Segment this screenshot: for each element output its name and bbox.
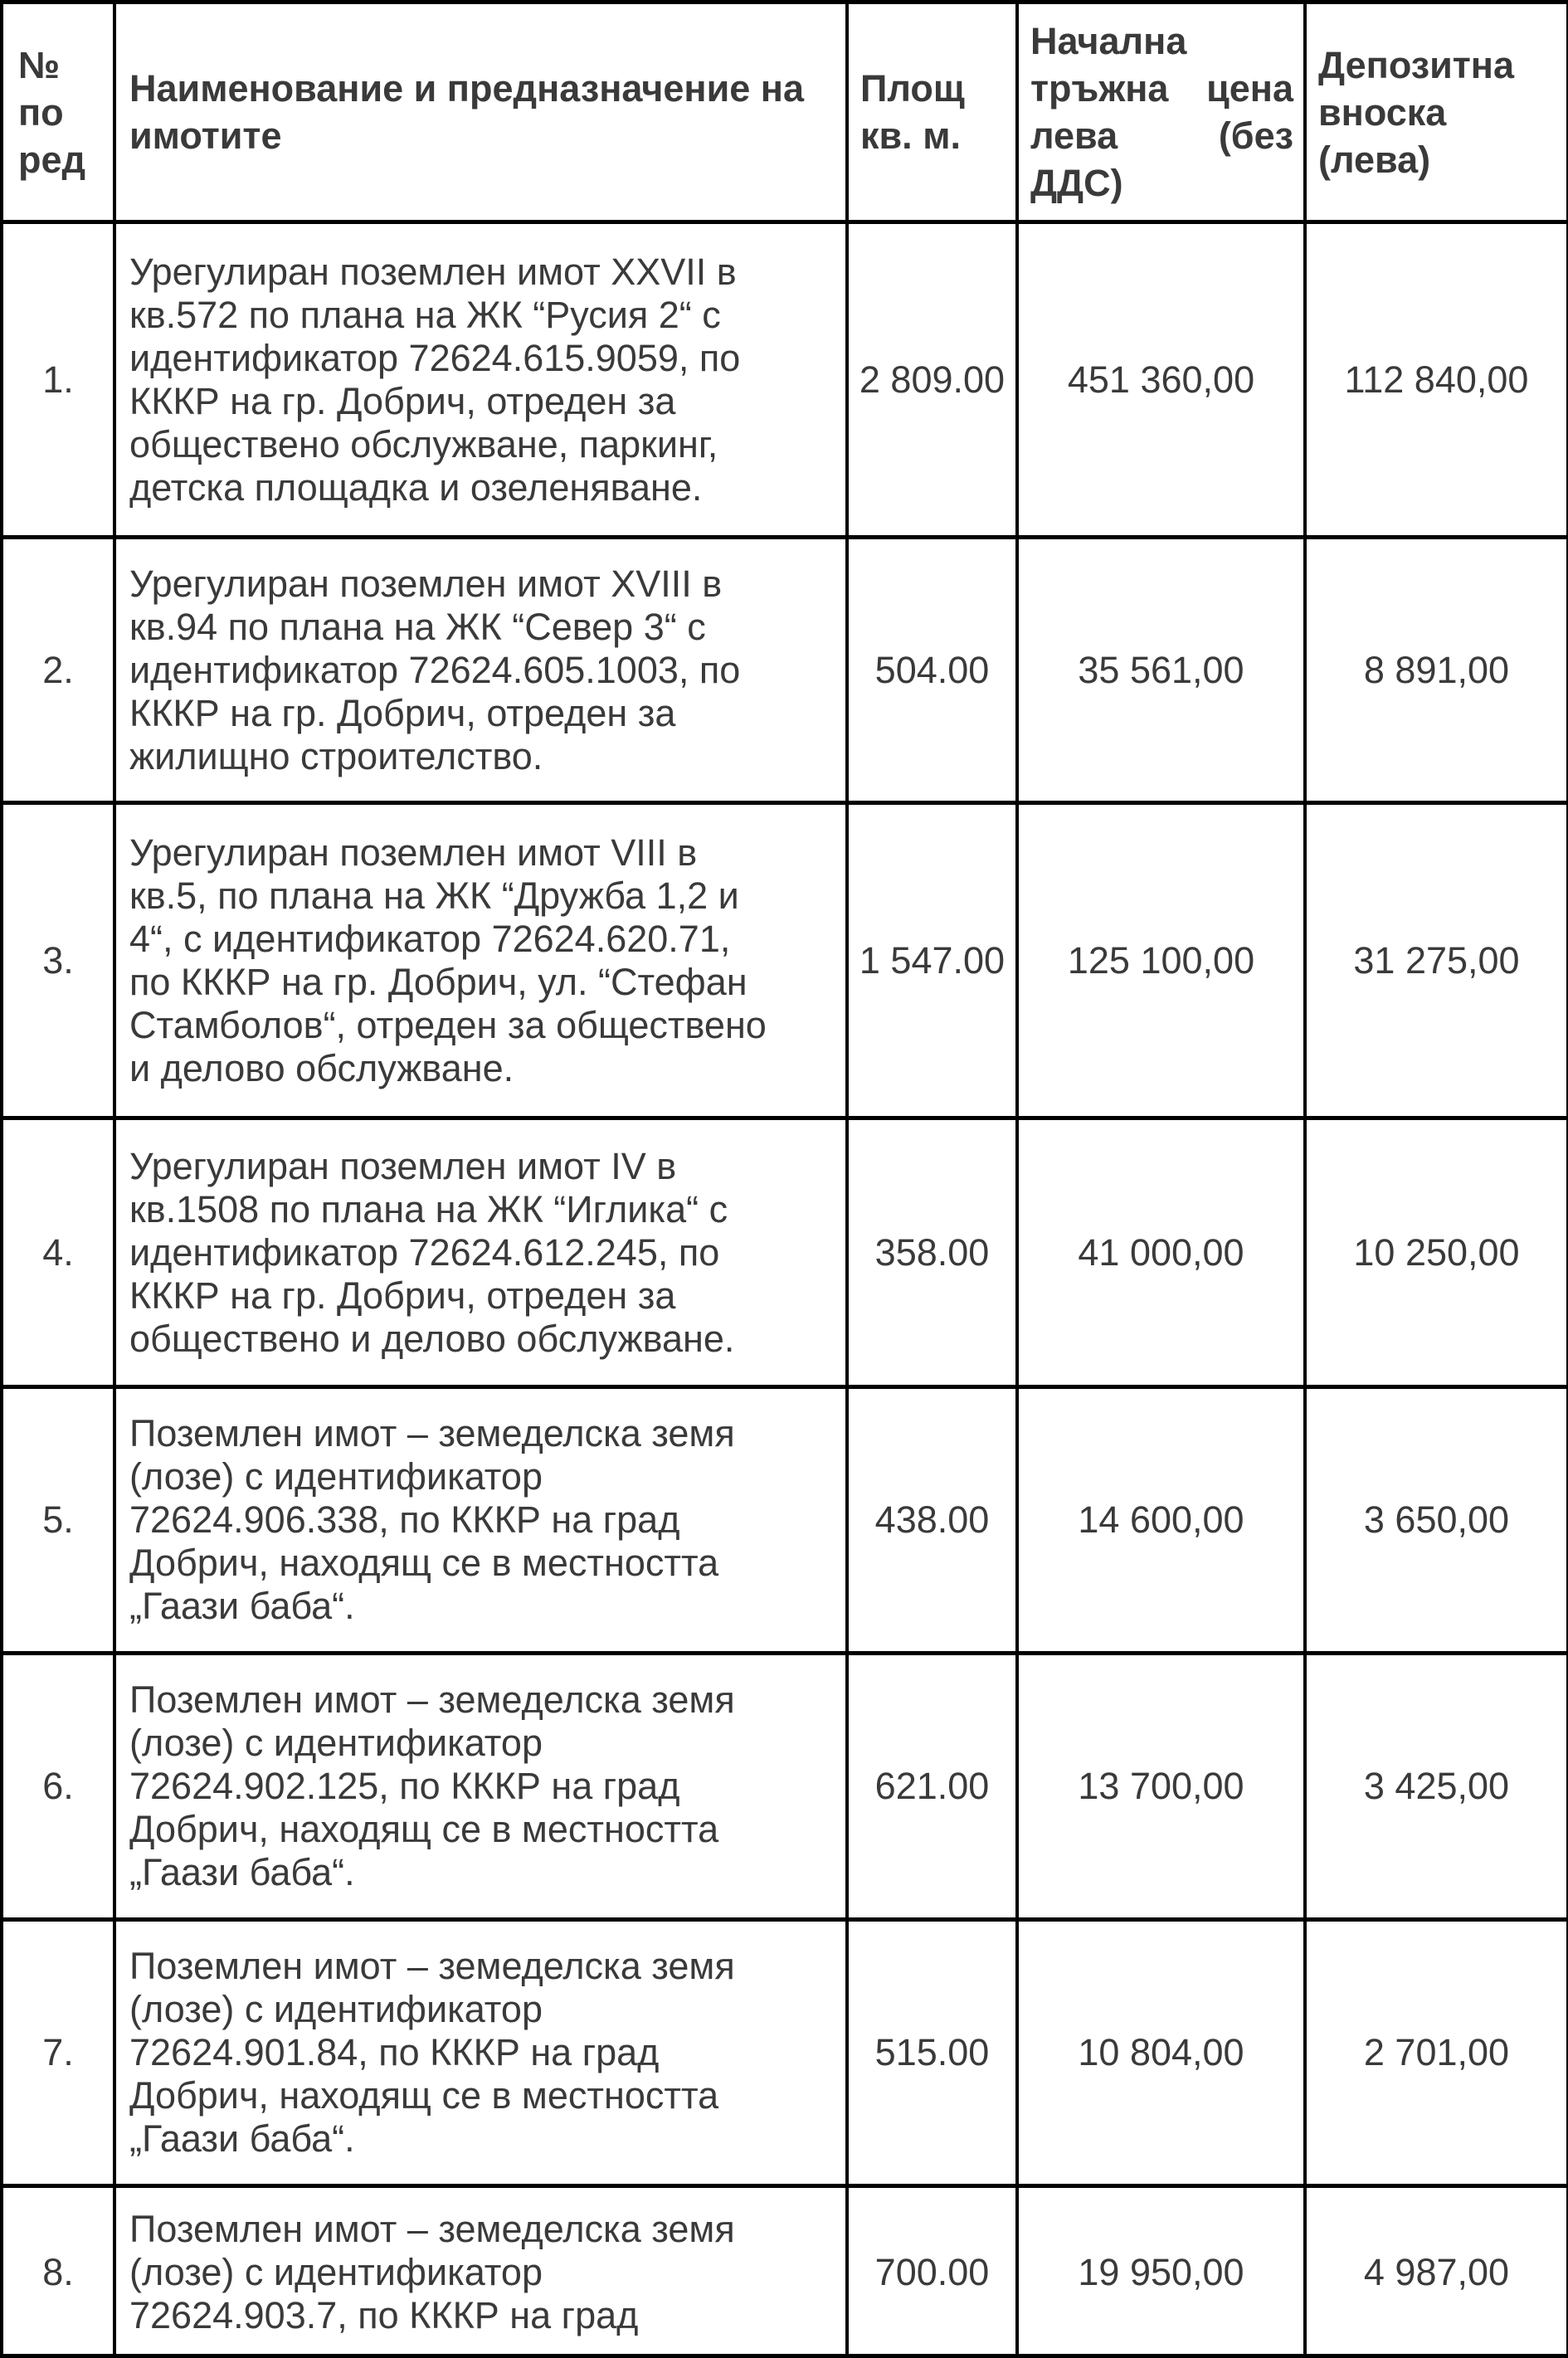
cell-price: 125 100,00 xyxy=(1017,803,1305,1118)
cell-deposit: 2 701,00 xyxy=(1305,1920,1568,2186)
cell-number: 6. xyxy=(2,1654,114,1920)
cell-area: 438.00 xyxy=(847,1387,1017,1654)
table-row xyxy=(2,538,1568,803)
cell-number: 3. xyxy=(2,803,114,1118)
cell-price: 14 600,00 xyxy=(1017,1387,1305,1654)
cell-deposit: 31 275,00 xyxy=(1305,803,1568,1118)
cell-deposit: 8 891,00 xyxy=(1305,538,1568,803)
cell-area: 700.00 xyxy=(847,2186,1017,2358)
cell-number: 7. xyxy=(2,1920,114,2186)
header-cell-deposit: Депозитна вноска (лева) xyxy=(1305,2,1568,222)
cell-price: 10 804,00 xyxy=(1017,1920,1305,2186)
cell-area: 2 809.00 xyxy=(847,222,1017,538)
cell-area: 504.00 xyxy=(847,538,1017,803)
header-cell-area: Площ кв. м. xyxy=(847,2,1017,222)
cell-name: Поземлен имот – земеделска земя (лозе) с идентификатор 72624.903.7, по КККР на град xyxy=(114,2186,847,2358)
table-row xyxy=(2,1654,1568,1920)
cell-area: 358.00 xyxy=(847,1118,1017,1387)
cell-deposit: 3 425,00 xyxy=(1305,1654,1568,1920)
cell-price: 451 360,00 xyxy=(1017,222,1305,538)
header-cell-number: № по ред xyxy=(2,2,114,222)
cell-area: 621.00 xyxy=(847,1654,1017,1920)
header-cell-price: Начална тръжна цена лева (без ДДС) xyxy=(1017,2,1305,222)
cell-number: 4. xyxy=(2,1118,114,1387)
cell-deposit: 112 840,00 xyxy=(1305,222,1568,538)
table-row xyxy=(2,803,1568,1118)
header-cell-name: Наименование и предназначение на имотите xyxy=(114,2,847,222)
table-row xyxy=(2,2186,1568,2358)
cell-number: 8. xyxy=(2,2186,114,2358)
page-bottom-cut-line xyxy=(0,2354,1568,2358)
cell-price: 13 700,00 xyxy=(1017,1654,1305,1920)
table-row xyxy=(2,222,1568,538)
cell-area: 515.00 xyxy=(847,1920,1017,2186)
cell-area: 1 547.00 xyxy=(847,803,1017,1118)
cell-price: 35 561,00 xyxy=(1017,538,1305,803)
cell-deposit: 4 987,00 xyxy=(1305,2186,1568,2358)
cell-price: 41 000,00 xyxy=(1017,1118,1305,1387)
cell-name: Урегулиран поземлен имот IV в кв.1508 по плана на ЖК “Иглика“ с идентификатор 72624.612.245, по КККР на гр. Добрич, отреден за обществено и делово обслужване. xyxy=(114,1118,847,1387)
cell-name: Урегулиран поземлен имот XVIII в кв.94 по плана на ЖК “Север 3“ с идентификатор 72624.605.1003, по КККР на гр. Добрич, отреден за жилищно строителство. xyxy=(114,538,847,803)
cell-name: Поземлен имот – земеделска земя (лозе) с идентификатор 72624.906.338, по КККР на град Добрич, находящ се в местността „Гаази баба“. xyxy=(114,1387,847,1654)
cell-name: Урегулиран поземлен имот XXVII в кв.572 по плана на ЖК “Русия 2“ с идентификатор 72624.615.9059, по КККР на гр. Добрич, отреден за обществено обслужване, паркинг, детска площадка и озеленяване. xyxy=(114,222,847,538)
cell-number: 2. xyxy=(2,538,114,803)
cell-number: 1. xyxy=(2,222,114,538)
table-row xyxy=(2,1920,1568,2186)
table-row xyxy=(2,1118,1568,1387)
table-header-row xyxy=(2,2,1568,222)
cell-name: Урегулиран поземлен имот VIII в кв.5, по плана на ЖК “Дружба 1,2 и 4“, с идентификатор 72624.620.71, по КККР на гр. Добрич, ул. “Стефан Стамболов“, отреден за обществено и делово обслужване. xyxy=(114,803,847,1118)
cell-deposit: 3 650,00 xyxy=(1305,1387,1568,1654)
cell-name: Поземлен имот – земеделска земя (лозе) с идентификатор 72624.901.84, по КККР на град Добрич, находящ се в местността „Гаази баба“. xyxy=(114,1920,847,2186)
cell-price: 19 950,00 xyxy=(1017,2186,1305,2358)
cell-number: 5. xyxy=(2,1387,114,1654)
cell-deposit: 10 250,00 xyxy=(1305,1118,1568,1387)
table-row xyxy=(2,1387,1568,1654)
cell-name: Поземлен имот – земеделска земя (лозе) с идентификатор 72624.902.125, по КККР на град Добрич, находящ се в местността „Гаази баба“. xyxy=(114,1654,847,1920)
